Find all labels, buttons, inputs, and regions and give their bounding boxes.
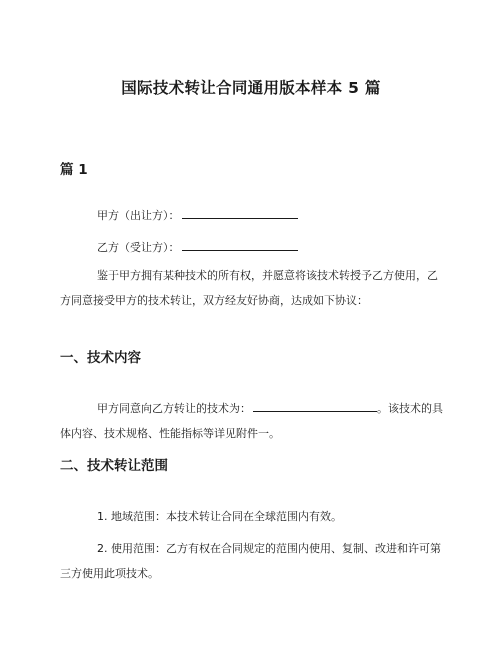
technology-name-blank [253,400,377,412]
party-b-blank [182,239,298,251]
technical-content-text-before: 甲方同意向乙方转让的技术为： [97,402,251,415]
party-a-line [97,207,298,224]
preamble-paragraph: 鉴于甲方拥有某种技术的所有权，并愿意将该技术转授予乙方使用，乙方同意接受甲方的技术转让，双方经友好协商，达成如下协议： [60,269,438,307]
party-a-label: 甲方（出让方）： [97,209,180,222]
document-title: 国际技术转让合同通用版本样本 5 篇 [121,79,381,97]
section-heading-technical-content: 一、技术内容 [60,350,141,366]
technical-content-text-after: 。该技术的具体内容、技术规格、性能指标等详见附件一。 [60,402,443,440]
transfer-scope-item-1: 1. 地域范围：本技术转让合同在全球范围内有效。 [97,510,342,523]
article-heading: 篇 1 [60,162,88,178]
party-b-line [97,239,298,256]
party-b-label: 乙方（受让方）： [97,241,180,254]
section-heading-transfer-scope: 二、技术转让范围 [60,458,168,474]
transfer-scope-item-2: 2. 使用范围：乙方有权在合同规定的范围内使用、复制、改进和许可第三方使用此项技术。 [60,542,441,580]
technical-content-paragraph [60,397,444,446]
party-a-blank [182,207,298,219]
